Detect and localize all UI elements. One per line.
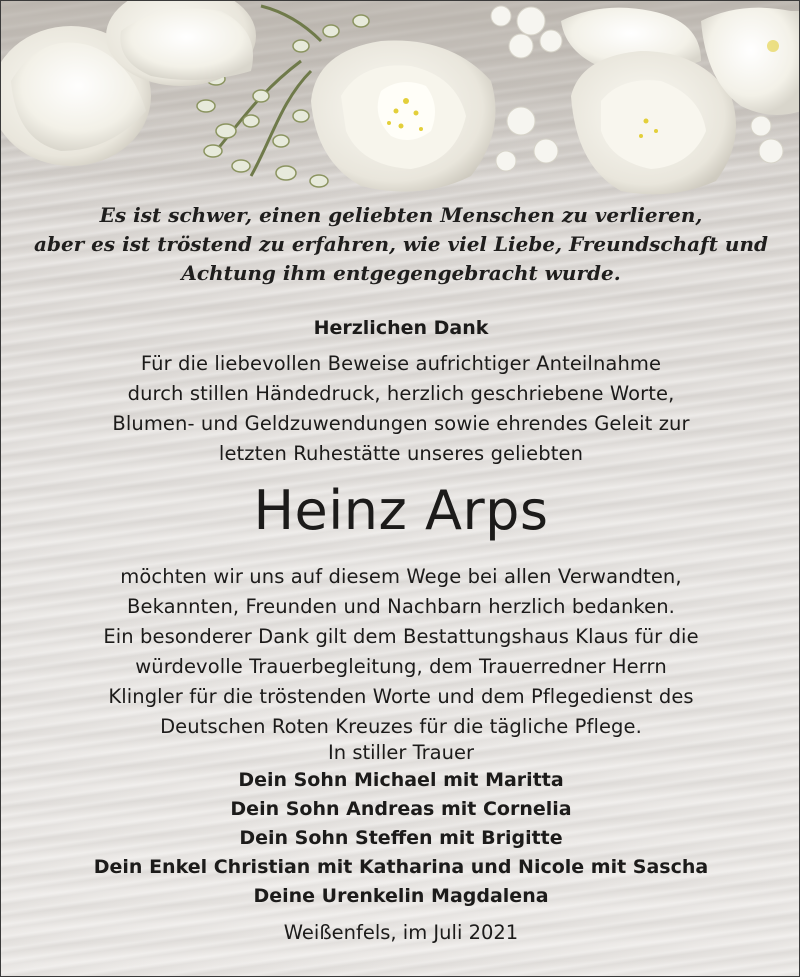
quote-line: aber es ist tröstend zu erfahren, wie viel Liebe, Freundschaft und <box>34 232 768 256</box>
intro-line: Blumen- und Geldzuwendungen sowie ehrendes Geleit zur <box>112 412 690 435</box>
quote-line: Es ist schwer, einen geliebten Menschen zu verlieren, <box>99 203 703 227</box>
family-member: Dein Sohn Steffen mit Brigitte <box>239 827 563 849</box>
family-list <box>1 766 800 911</box>
family-member: Dein Enkel Christian mit Katharina und Nicole mit Sascha <box>93 856 709 878</box>
intro-line: Für die liebevollen Beweise aufrichtiger Anteilnahme <box>140 352 662 375</box>
family-member: Deine Urenkelin Magdalena <box>253 885 549 907</box>
body-paragraph <box>1 562 800 742</box>
white-flowers-image <box>1 1 800 201</box>
quote-line: Achtung ihm entgegengebracht wurde. <box>181 261 621 285</box>
place-date: Weißenfels, im Juli 2021 <box>283 921 519 944</box>
family-member: Dein Sohn Andreas mit Cornelia <box>230 798 572 820</box>
thanks-heading: Herzlichen Dank <box>313 317 489 339</box>
family-member: Dein Sohn Michael mit Maritta <box>238 769 564 791</box>
body-line: möchten wir uns auf diesem Wege bei allen Verwandten, <box>120 565 682 588</box>
intro-paragraph <box>1 349 800 469</box>
intro-line: letzten Ruhestätte unseres geliebten <box>218 442 584 465</box>
deceased-name: Heinz Arps <box>253 479 549 542</box>
quote <box>1 201 800 288</box>
body-line: Ein besonderer Dank gilt dem Bestattungshaus Klaus für die <box>103 625 699 648</box>
intro-line: durch stillen Händedruck, herzlich geschriebene Worte, <box>127 382 675 405</box>
body-line: würdevolle Trauerbegleitung, dem Trauerredner Herrn <box>135 655 667 678</box>
body-line: Deutschen Roten Kreuzes für die tägliche Pflege. <box>160 715 642 738</box>
body-line: Klingler für die tröstenden Worte und dem Pflegedienst des <box>108 685 694 708</box>
body-line: Bekannten, Freunden und Nachbarn herzlich bedanken. <box>127 595 675 618</box>
signoff: In stiller Trauer <box>328 741 474 764</box>
